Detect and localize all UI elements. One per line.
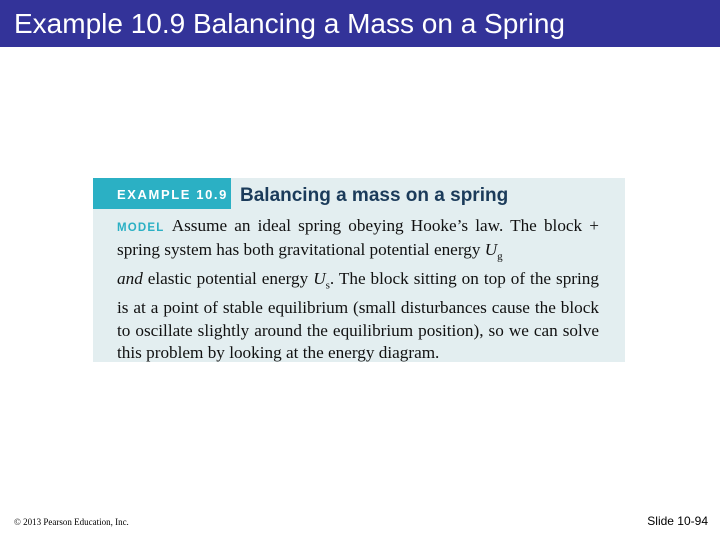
example-number-label: EXAMPLE 10.9 [117, 187, 228, 202]
symbol-us: U [313, 269, 326, 289]
symbol-ug: U [484, 240, 498, 260]
slide-title: Example 10.9 Balancing a Mass on a Spring [14, 8, 565, 39]
copyright-footer: © 2013 Pearson Education, Inc. [14, 517, 129, 527]
model-label: MODEL [117, 222, 165, 234]
example-title: Balancing a mass on a spring [240, 185, 509, 206]
example-body [117, 215, 599, 364]
body-text-1: Assume an ideal spring obeying Hooke’s law. The block + spring system has both gravitational potential energy [117, 216, 599, 260]
body-text-3: . The block sitting on top of the spring is at a point of stable equilibrium (small disturbances cause the block to oscillate slightly around the equilibrium position), so we can solve this problem by looking at the energy diagram. [117, 269, 599, 362]
subscript-s: s [325, 279, 330, 292]
title-bar [0, 0, 720, 47]
example-label-tab [93, 178, 231, 209]
slide-number: Slide 10-94 [647, 514, 708, 528]
example-header [93, 178, 625, 209]
word-and: and [117, 269, 143, 289]
example-box [93, 178, 625, 362]
body-text-2: elastic potential energy [142, 269, 314, 289]
subscript-g: g [497, 250, 503, 263]
